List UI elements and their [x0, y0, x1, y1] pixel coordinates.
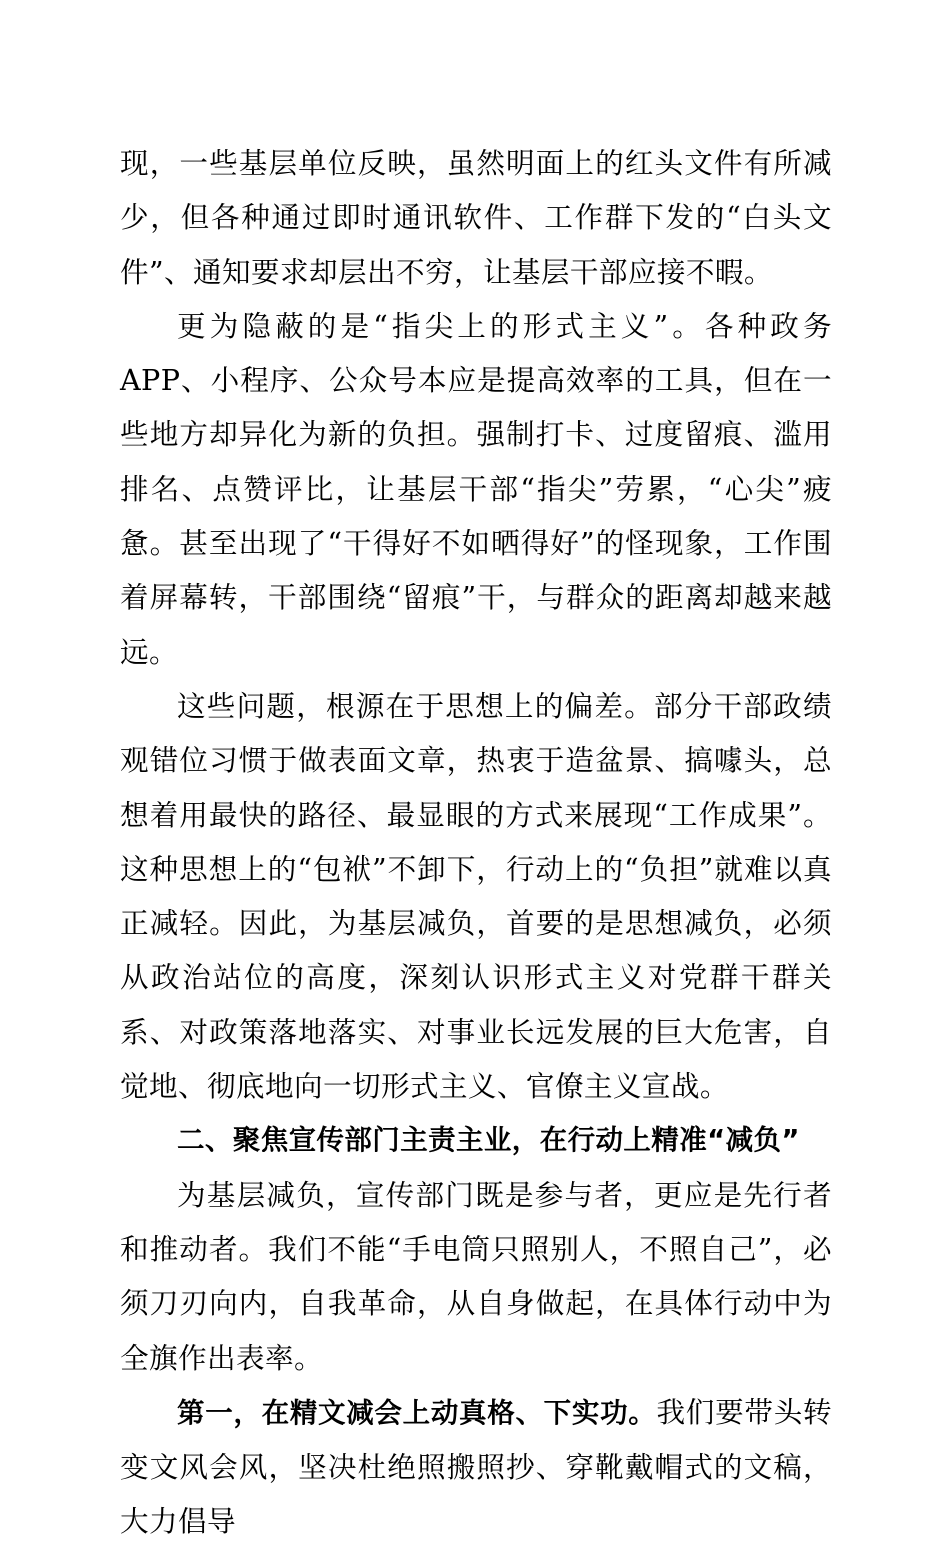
- document-body: [120, 136, 832, 1549]
- first-point-text: 我们要带头转变文风会风，坚决杜绝照搬照抄、穿靴戴帽式的文稿，大力倡导: [120, 1394, 832, 1539]
- paragraph-first-point: [120, 1385, 832, 1549]
- section-heading: 二、聚焦宣传部门主责主业，在行动上精准“减负”: [177, 1124, 800, 1157]
- paragraph-fingertip-formalism: 更为隐蔽的是“指尖上的形式主义”。各种政务APP、小程序、公众号本应是提高效率的工具，但在一些地方却异化为新的负担。强制打卡、过度留痕、滥用排名、点赞评比，让基层干部“指尖”劳累，“心尖”疲惫。甚至出现了“干得好不如晒得好”的怪现象，工作围着屏幕转，干部围绕“留痕”干，与群众的距离却越来越远。: [120, 308, 832, 669]
- paragraph-continuation: 现，一些基层单位反映，虽然明面上的红头文件有所减少，但各种通过即时通讯软件、工作群下发的“白头文件”、通知要求却层出不穷，让基层干部应接不暇。: [120, 146, 832, 289]
- paragraph-root-cause: 这些问题，根源在于思想上的偏差。部分干部政绩观错位习惯于做表面文章，热衷于造盆景、搞噱头，总想着用最快的路径、最显眼的方式来展现“工作成果”。这种思想上的“包袱”不卸下，行动上的“负担”就难以真正减轻。因此，为基层减负，首要的是思想减负，必须从政治站位的高度，深刻认识形式主义对党群干群关系、对政策落地落实、对事业长远发展的巨大危害，自觉地、彻底地向一切形式主义、官僚主义宣战。: [120, 688, 832, 1104]
- paragraph-propaganda-role: 为基层减负，宣传部门既是参与者，更应是先行者和推动者。我们不能“手电筒只照别人，不照自己”，必须刀刃向内，自我革命，从自身做起，在具体行动中为全旗作出表率。: [120, 1177, 832, 1375]
- first-point-lead: 第一，在精文减会上动真格、下实功。: [177, 1396, 657, 1429]
